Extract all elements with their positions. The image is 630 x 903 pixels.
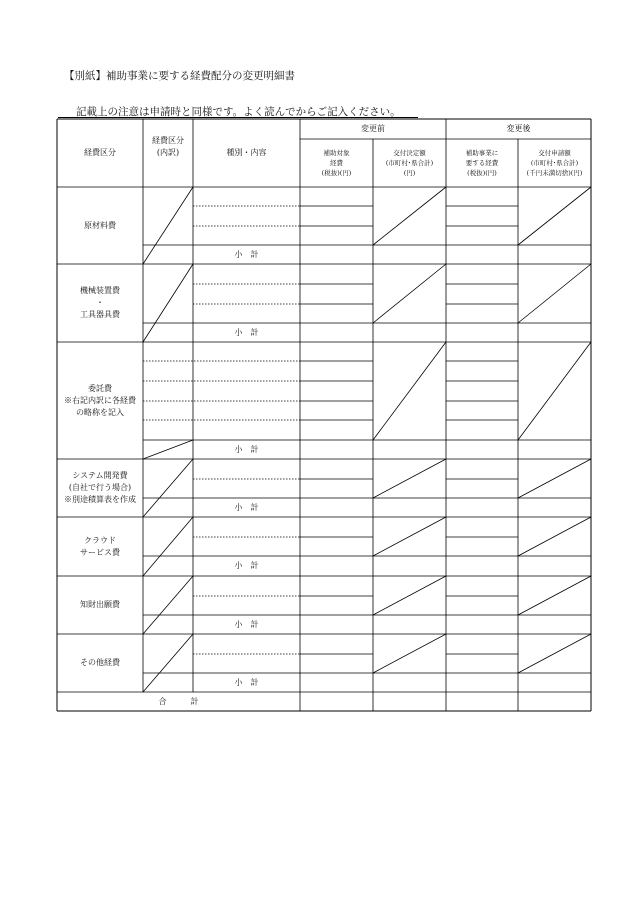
section-6-before-grant-diagonal xyxy=(373,576,446,615)
section-2-subtotal-label: 小 計 xyxy=(234,327,259,337)
section-2-label: 機械装置費 ・ 工具器具費 xyxy=(80,286,120,319)
section-2-before-grant-diagonal xyxy=(373,264,446,323)
section-4-breakdown-diagonal xyxy=(143,459,193,517)
header-after-grant: 交付申請額 (市町村･県合計) (千円未満切捨)(円) xyxy=(526,149,583,177)
section-7-before-grant-diagonal xyxy=(373,634,446,673)
header-before-subsidy: 補助対象 経費 (税抜)(円) xyxy=(321,149,352,177)
section-3-subtotal-label: 小 計 xyxy=(234,444,259,454)
header-after: 変更後 xyxy=(506,124,531,133)
section-7-after-grant-diagonal xyxy=(518,634,591,673)
section-6-subtotal-label: 小 計 xyxy=(234,619,259,629)
section-7-label: その他経費 xyxy=(80,658,120,667)
notice-text: 記載上の注意は申請時と同様です。よく読んでからご記入ください。 xyxy=(76,106,401,118)
section-6-breakdown-diagonal xyxy=(143,576,193,634)
section-2-after-grant-diagonal xyxy=(518,264,591,323)
section-3-before-grant-diagonal xyxy=(373,342,446,440)
section-5-subtotal-label: 小 計 xyxy=(234,561,259,570)
section-4-label: システム開発費 (自社で行う場合) ※別途積算表を作成 xyxy=(64,471,136,504)
header-item: 種別・内容 xyxy=(226,148,267,157)
section-6-label: 知財出願費 xyxy=(80,600,120,609)
section-1-before-grant-diagonal xyxy=(373,187,446,245)
page-title: 【別紙】補助事業に要する経費配分の変更明細書 xyxy=(64,70,295,82)
section-5-breakdown-diagonal xyxy=(143,517,193,576)
section-7-subtotal-label: 小 計 xyxy=(234,677,259,687)
section-3-breakdown-diagonal xyxy=(143,440,193,459)
header-category: 経費区分 xyxy=(84,148,116,157)
section-3-label: 委託費 ※右記内訳に各経費 の略称を記入 xyxy=(64,383,136,417)
section-5-before-grant-diagonal xyxy=(373,517,446,556)
section-6-after-grant-diagonal xyxy=(518,576,591,615)
section-4-subtotal-label: 小 計 xyxy=(234,502,259,512)
section-2-breakdown-diagonal xyxy=(143,264,193,342)
section-4-after-grant-diagonal xyxy=(518,459,591,498)
section-1-breakdown-diagonal xyxy=(143,187,193,264)
section-5-after-grant-diagonal xyxy=(518,517,591,556)
section-1-label: 原材料費 xyxy=(84,220,116,230)
header-before-grant: 交付決定額 (市町村･県合計) (円) xyxy=(385,149,434,177)
section-1-after-grant-diagonal xyxy=(518,187,591,245)
header-breakdown: 経費区分 (内訳) xyxy=(152,136,184,157)
section-1-subtotal-label: 小 計 xyxy=(234,249,259,259)
total-label: 合 計 xyxy=(158,696,199,706)
section-5-label: クラウド サービス費 xyxy=(80,535,120,557)
section-7-breakdown-diagonal xyxy=(143,634,193,692)
header-after-subsidy: 補助事業に 要する経費 (税抜)(円) xyxy=(465,149,499,177)
section-3-after-grant-diagonal xyxy=(518,342,591,440)
section-4-before-grant-diagonal xyxy=(373,459,446,498)
header-before: 変更前 xyxy=(361,124,385,133)
